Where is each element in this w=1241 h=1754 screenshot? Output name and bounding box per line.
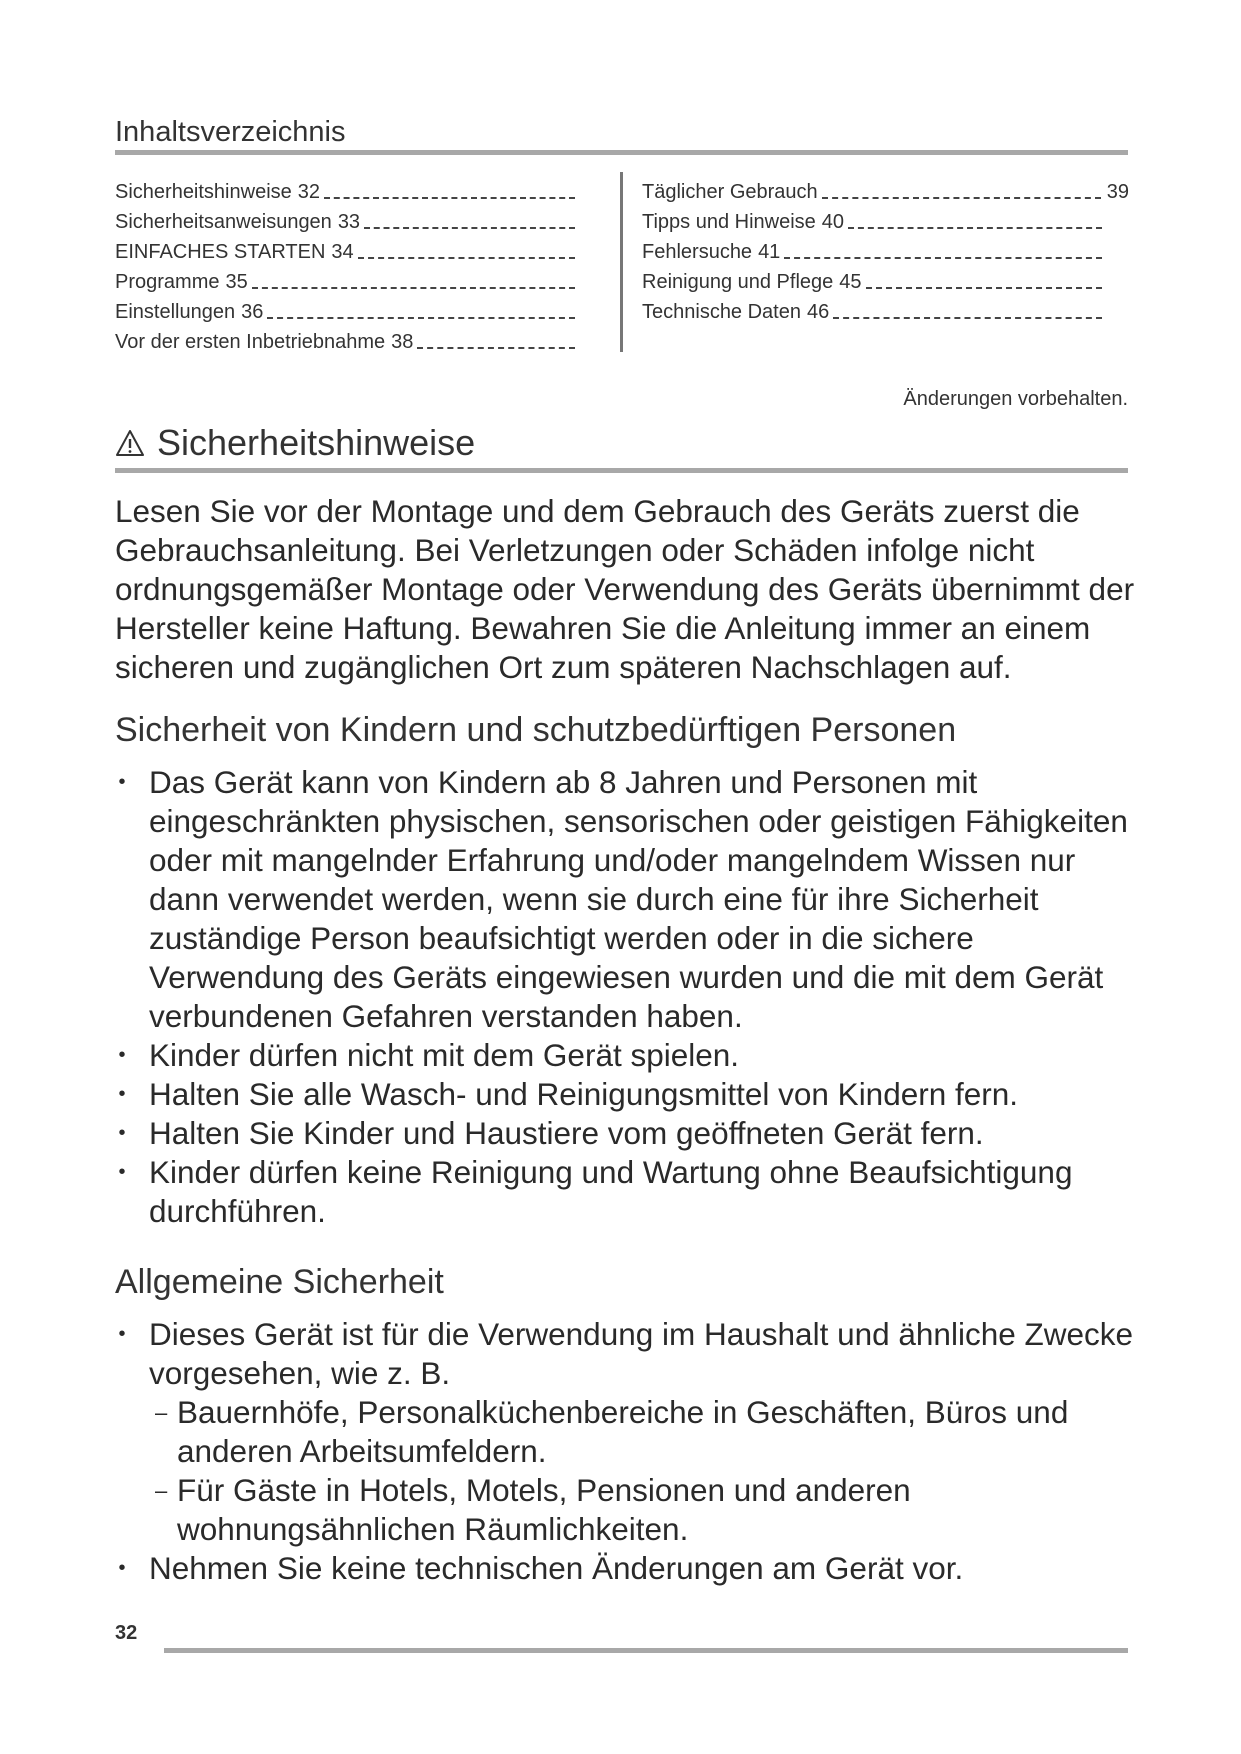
bullet-icon: • [118, 1083, 126, 1105]
warning-icon [115, 429, 145, 457]
toc-entry-page: 36 [241, 301, 264, 323]
toc-entry-label: Reinigung und Pflege [642, 271, 834, 293]
changes-note: Änderungen vorbehalten. [903, 388, 1128, 410]
bullet-icon: • [118, 771, 126, 793]
toc-entry-page: 40 [821, 211, 845, 233]
toc-leader [267, 317, 575, 319]
list-item-text: Halten Sie Kinder und Haustiere vom geöffneten Gerät fern. [149, 1115, 984, 1151]
bullet-icon: • [118, 1161, 126, 1183]
toc-title-rule [115, 150, 1128, 155]
toc-leader [417, 347, 575, 349]
toc-entry-label: Fehlersuche [642, 241, 753, 263]
list-item-text: Dieses Gerät ist für die Verwendung im Haushalt und ähnliche Zwecke vorgesehen, wie z. B. [149, 1316, 1134, 1391]
toc-column-separator [620, 172, 623, 352]
toc-entry[interactable] [642, 233, 1102, 263]
toc-entry-label: Sicherheitshinweise [115, 181, 292, 203]
toc-leader [866, 287, 1102, 289]
toc-leader [358, 257, 575, 259]
toc-entry[interactable] [642, 263, 1102, 293]
dash-bullet-icon: – [155, 1400, 168, 1425]
toc-entry-page: 32 [297, 181, 321, 203]
toc-entry-label: Sicherheitsanweisungen [115, 211, 332, 233]
toc-entry-page: 38 [391, 331, 414, 353]
toc-entry-page: 45 [839, 271, 862, 293]
toc-entry-page: 39 [1106, 181, 1129, 203]
toc-entry[interactable] [115, 263, 575, 293]
toc-entry[interactable] [115, 233, 575, 263]
sub-list-item [115, 1393, 1135, 1471]
toc-entry[interactable] [115, 293, 575, 323]
sub-list-item-text: Bauernhöfe, Personalküchenbereiche in Geschäften, Büros und anderen Arbeitsumfeldern. [177, 1394, 1069, 1469]
toc-leader [784, 257, 1102, 259]
toc-entry-page: 41 [758, 241, 781, 263]
toc-title: Inhaltsverzeichnis [115, 116, 346, 148]
bullet-icon: • [118, 1044, 126, 1066]
list-item-text: Das Gerät kann von Kindern ab 8 Jahren und Personen mit eingeschränkten physischen, sensorischen oder geistigen Fähigkeiten oder mit mangelnder Erfahrung und/oder mangelndem Wissen nur dann verwendet werden, wenn sie durch eine für ihre Sicherheit zuständige Person beaufsichtigt werden oder in die sichere Verwendung des Geräts eingewiesen wurden und die mit dem Gerät verbundenen Gefahren verstanden haben. [149, 764, 1128, 1034]
toc-leader [822, 197, 1101, 199]
dash-bullet-icon: – [155, 1478, 168, 1503]
toc-left-column [115, 173, 575, 353]
list-item [115, 1315, 1135, 1549]
toc-right-column [642, 173, 1129, 323]
toc-entry[interactable] [115, 203, 575, 233]
toc-entry[interactable] [642, 293, 1102, 323]
toc-leader [324, 197, 575, 199]
list-item-text: Nehmen Sie keine technischen Änderungen am Gerät vor. [149, 1550, 964, 1586]
toc-leader [848, 227, 1102, 229]
child-safety-list [115, 763, 1135, 1231]
bullet-icon: • [118, 1122, 126, 1144]
toc-entry[interactable] [115, 323, 575, 353]
section-title-text: Sicherheitshinweise [157, 422, 476, 463]
toc-entry-label: EINFACHES STARTEN [115, 241, 326, 263]
toc-entry[interactable] [642, 203, 1102, 233]
bullet-icon: • [118, 1557, 126, 1579]
toc-entry-label: Täglicher Gebrauch [642, 181, 818, 203]
sub-list-item-text: Für Gäste in Hotels, Motels, Pensionen und anderen wohnungsähnlichen Räumlichkeiten. [177, 1472, 911, 1547]
section-title [115, 422, 476, 463]
list-item [115, 763, 1135, 1036]
toc-entry-label: Tipps und Hinweise [642, 211, 816, 233]
bullet-icon: • [118, 1323, 126, 1345]
list-item [115, 1549, 1135, 1588]
toc-entry[interactable] [115, 173, 575, 203]
list-item [115, 1075, 1135, 1114]
list-item [115, 1114, 1135, 1153]
toc-entry-page: 33 [337, 211, 361, 233]
toc-entry-label: Vor der ersten Inbetriebnahme [115, 331, 386, 353]
list-item [115, 1153, 1135, 1231]
list-item-text: Kinder dürfen nicht mit dem Gerät spielen. [149, 1037, 740, 1073]
intro-paragraph: Lesen Sie vor der Montage und dem Gebrauch des Geräts zuerst die Gebrauchsanleitung. Bei Verletzungen oder Schäden infolge nicht ordnungsgemäßer Montage oder Verwendung des Geräts übernimmt der Hersteller keine Haftung. Bewahren Sie die Anleitung immer an einem sicheren und zugänglichen Ort zum späteren Nachschlagen auf. [115, 493, 1135, 685]
subheading-general-safety: Allgemeine Sicherheit [115, 1263, 444, 1301]
sub-list-item [115, 1471, 1135, 1549]
subheading-child-safety: Sicherheit von Kindern und schutzbedürftigen Personen [115, 711, 957, 749]
toc-leader [833, 317, 1102, 319]
toc-entry-page: 34 [331, 241, 354, 263]
page-number: 32 [115, 1622, 138, 1644]
toc-entry[interactable] [642, 173, 1129, 203]
list-item-text: Kinder dürfen keine Reinigung und Wartung ohne Beaufsichtigung durchführen. [149, 1154, 1073, 1229]
footer-rule [164, 1648, 1128, 1653]
toc-entry-label: Technische Daten [642, 301, 801, 323]
general-safety-list [115, 1315, 1135, 1588]
toc-entry-label: Einstellungen [115, 301, 236, 323]
toc-entry-label: Programme [115, 271, 220, 293]
list-item [115, 1036, 1135, 1075]
section-title-rule [115, 468, 1128, 473]
toc-entry-page: 46 [806, 301, 830, 323]
list-item-text: Halten Sie alle Wasch- und Reinigungsmittel von Kindern fern. [149, 1076, 1019, 1112]
toc-leader [252, 287, 575, 289]
toc-entry-page: 35 [225, 271, 248, 293]
sub-list [149, 1393, 1135, 1549]
toc-leader [364, 227, 575, 229]
